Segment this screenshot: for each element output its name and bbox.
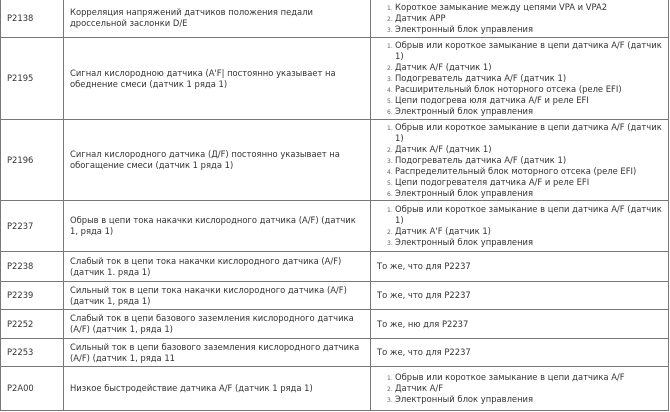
item-number: 2.	[387, 386, 393, 393]
cause-item	[387, 394, 662, 405]
dtc-description: Сигнал кислородною датчика (A'F| постоянно указывает на обеднение смеси (датчик 1 ряда 1)	[64, 38, 371, 120]
table-row	[1, 367, 669, 411]
table-row	[1, 201, 669, 252]
dtc-causes: То же, что для P2237	[371, 339, 669, 367]
dtc-code: P2238	[1, 252, 64, 282]
dtc-code: P2253	[1, 339, 64, 367]
cause-item	[387, 2, 662, 13]
cause-text: Подогреватель датчика A/F (датчик 1)	[395, 154, 567, 165]
dtc-code: P2196	[1, 120, 64, 201]
cause-text: Обрыв или короткое замыкание в цепи датчика A/F (датчик 1)	[395, 121, 662, 143]
cause-text: Расширительный блок ноторного отсека (реле EFI)	[395, 84, 622, 94]
item-number: 4.	[387, 87, 393, 94]
dtc-description: Обрыв в цепи тока накачки кислородного датчика (A/F) (датчик 1, ряда 1)	[64, 201, 371, 252]
dtc-description: Сигнал кислородного датчика (Д/F) постоянно указывает на обогащение смеси (датчик 1 ряда 1)	[64, 120, 371, 201]
dtc-causes	[371, 0, 669, 38]
dtc-code: P2252	[1, 310, 64, 339]
dtc-description: Слабый ток в цепи базового заземления кислородного датчика (A/F) (датчик 1, ряда 1)	[64, 310, 371, 339]
item-number: 3.	[387, 240, 393, 247]
dtc-code: P2195	[1, 38, 64, 120]
cause-item	[387, 40, 662, 62]
item-number: 3.	[387, 397, 393, 404]
table-row	[1, 120, 669, 201]
cause-text: Электронный блок управления	[395, 394, 534, 404]
item-number: 4.	[387, 168, 393, 176]
cause-text: Короткое замыкание между цепями VPA и VPA2	[395, 1, 608, 12]
cause-item	[387, 226, 662, 237]
dtc-description: Сильный ток в цепи тока накачки кислородного датчика (A/F) (датчик 1, ряда 1)	[64, 282, 371, 310]
dtc-description: Корреляция напряжений датчиков положения педали дроссельной заслонки D/E	[64, 0, 371, 38]
cause-text: Обрыв или короткое замыкание в цепи датчика A/F (датчик 1)	[395, 40, 662, 61]
dtc-causes: То же, что для P2237	[371, 282, 669, 310]
causes-list	[377, 372, 662, 405]
cause-item	[387, 95, 662, 106]
item-number: 6.	[387, 190, 393, 198]
dtc-causes	[371, 367, 669, 411]
cause-text: Электронный блок управления	[395, 23, 534, 34]
cause-item	[387, 144, 662, 155]
cause-text: Обрыв или короткое замыкание в цепи датчика A/F	[395, 372, 625, 382]
cause-item	[387, 13, 662, 24]
dtc-code: P2237	[1, 201, 64, 252]
causes-list	[377, 2, 662, 35]
item-number: 1.	[387, 375, 393, 382]
table-row	[1, 310, 669, 339]
cause-text: Электронный блок управления	[395, 237, 534, 247]
item-number: 2.	[387, 65, 393, 72]
causes-list	[377, 40, 662, 117]
cause-text: Цепи подогрева юля датчика A/F и реле EFI	[395, 95, 589, 105]
cause-text: Обрыв или короткое замыкание в цепи датчика A/F (датчик 1)	[395, 204, 662, 225]
dtc-code: P2A00	[1, 367, 64, 411]
cause-item	[387, 237, 662, 248]
item-number: 2.	[387, 146, 393, 154]
dtc-causes	[371, 201, 669, 252]
cause-text: Цепи подогревателя датчика A/F и реле EFI	[395, 176, 590, 187]
cause-text: Электронный блок управления	[395, 106, 534, 116]
dtc-description: Слабый ток в цепи тока накачки кислородного датчика (A/F) (датчик 1. ряда 1)	[64, 252, 371, 282]
table-row	[1, 282, 669, 310]
table-row	[1, 38, 669, 120]
item-number: 5.	[387, 179, 393, 187]
item-number: 1.	[387, 43, 393, 50]
dtc-code: P2138	[1, 0, 64, 38]
cause-item	[387, 62, 662, 73]
dtc-causes: То же, ню для P2237	[371, 310, 669, 339]
item-number: 3.	[387, 26, 393, 34]
cause-item	[387, 177, 662, 188]
causes-list	[377, 122, 662, 199]
cause-text: Электронный блок управления	[395, 187, 534, 198]
cause-text: Датчик A/F (датчик 1)	[395, 62, 492, 72]
item-number: 1.	[387, 207, 393, 214]
cause-text: Датчик A/F	[395, 383, 444, 393]
item-number: 2.	[387, 229, 393, 236]
cause-item	[387, 106, 662, 117]
cause-text: Датчик A/F (датчик 1)	[395, 143, 492, 154]
item-number: 2.	[387, 15, 393, 23]
cause-item	[387, 73, 662, 84]
cause-text: Подогреватель датчика A/F (датчик 1)	[395, 73, 567, 83]
cause-item	[387, 204, 662, 226]
cause-item	[387, 122, 662, 144]
cause-item	[387, 166, 662, 177]
cause-item	[387, 84, 662, 95]
dtc-causes	[371, 120, 669, 201]
cause-text: Распределительный блок моторного отсека (реле EFI)	[395, 165, 637, 176]
cause-text: Датчик A'F (датчик 1)	[395, 226, 491, 236]
table-row	[1, 252, 669, 282]
dtc-causes	[371, 38, 669, 120]
table-row	[1, 0, 669, 38]
cause-item	[387, 383, 662, 394]
dtc-description: Низкое быстродействие датчика A/F (датчик 1 ряда 1)	[64, 367, 371, 411]
table-row	[1, 339, 669, 367]
item-number: 5.	[387, 98, 393, 105]
cause-item	[387, 24, 662, 35]
item-number: 3.	[387, 157, 393, 165]
item-number: 1.	[387, 4, 393, 12]
cause-item	[387, 188, 662, 199]
item-number: 3.	[387, 76, 393, 83]
dtc-code: P2239	[1, 282, 64, 310]
dtc-causes: То же, что для P2237	[371, 252, 669, 282]
item-number: 6.	[387, 109, 393, 116]
cause-text: Датчик APP	[395, 12, 446, 23]
dtc-description: Сильный ток в цепи базового заземления кислородного датчика (A/F) (датчик 1, ряда 11	[64, 339, 371, 367]
cause-item	[387, 155, 662, 166]
cause-item	[387, 372, 662, 383]
item-number: 1.	[387, 124, 393, 132]
causes-list	[377, 204, 662, 248]
